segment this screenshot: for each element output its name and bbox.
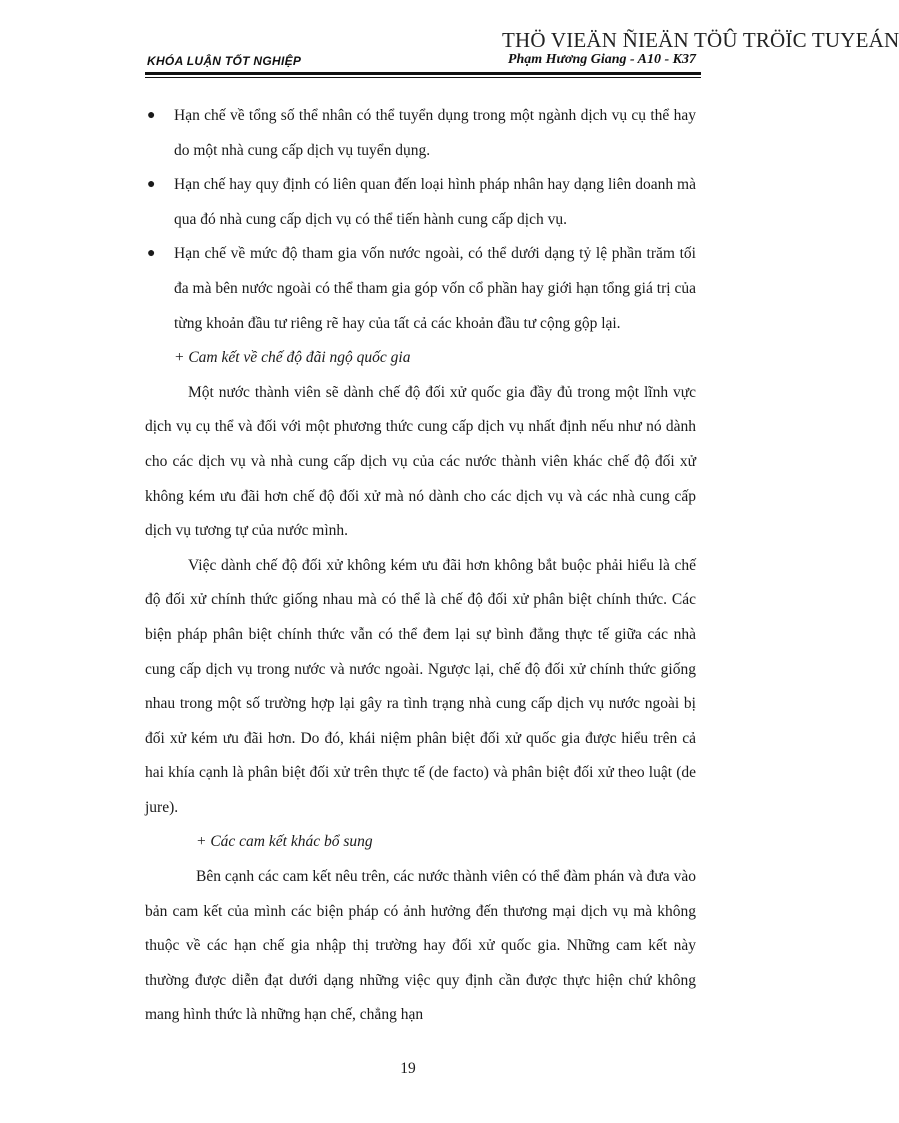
paragraph: Việc dành chế độ đối xử không kém ưu đãi hơn không bắt buộc phải hiểu là chế độ đối xử chính thức giống nhau mà có thể là chế độ đối xử phân biệt chính thức. Các biện pháp phân biệt chính thức vẫn có thể đem lại sự bình đẳng thực tế giữa các nhà cung cấp dịch vụ trong nước và nước ngoài. Ngược lại, chế độ đối xử chính thức giống nhau trong một số trường hợp lại gây ra tình trạng nhà cung cấp dịch vụ nước ngoài bị đối xử kém ưu đãi hơn. Do đó, khái niệm phân biệt đối xử quốc gia được hiểu trên cả hai khía cạnh là phân biệt đối xử trên thực tế (de facto) và phân biệt đối xử theo luật (de jure). bbox=[145, 556, 696, 816]
header-thesis-title: KHÓA LUẬN TỐT NGHIỆP bbox=[147, 54, 302, 68]
header-author: Phạm Hương Giang - A10 - K37 bbox=[507, 52, 696, 67]
header-rule bbox=[145, 72, 701, 75]
bullet-item bbox=[145, 99, 696, 168]
page-number: 19 bbox=[400, 1060, 416, 1077]
subheading-additional-commitments: + Các cam kết khác bổ sung bbox=[196, 833, 373, 851]
paragraph: Bên cạnh các cam kết nêu trên, các nước thành viên có thể đàm phán và đưa vào bản cam kết của mình các biện pháp có ảnh hưởng đến thương mại dịch vụ mà không thuộc về các hạn chế gia nhập thị trường hay đối xử quốc gia. Những cam kết này thường được diễn đạt dưới dạng những việc quy định cần được thực hiện chứ không mang hình thức là những hạn chế, chẳng hạn bbox=[145, 868, 696, 1024]
header-rule-thin bbox=[145, 77, 701, 78]
bullet-icon: ● bbox=[147, 177, 156, 193]
body-text bbox=[145, 99, 696, 1033]
bullet-icon: ● bbox=[147, 108, 156, 123]
paragraph: Một nước thành viên sẽ dành chế độ đối xử quốc gia đầy đủ trong một lĩnh vực dịch vụ cụ thể và đối với một phương thức cung cấp dịch vụ nhất định nếu như nó dành cho các dịch vụ và nhà cung cấp dịch vụ của các nước thành viên khác chế độ đối xử không kém ưu đãi hơn chế độ đối xử mà nó dành cho các dịch vụ và các nhà cung cấp dịch vụ tương tự của nước mình. bbox=[145, 383, 696, 540]
bullet-item bbox=[145, 237, 696, 341]
bullet-text: Hạn chế hay quy định có liên quan đến loại hình pháp nhân hay dạng liên doanh mà qua đó nhà cung cấp dịch vụ có thể tiến hành cung cấp dịch vụ. bbox=[174, 176, 696, 228]
subheading-national-treatment: + Cam kết về chế độ đãi ngộ quốc gia bbox=[174, 349, 411, 367]
bullet-icon: ● bbox=[147, 246, 156, 262]
bullet-item bbox=[145, 168, 696, 237]
bullet-text: Hạn chế về tổng số thể nhân có thể tuyển dụng trong một ngành dịch vụ cụ thể hay do một nhà cung cấp dịch vụ tuyển dụng. bbox=[174, 107, 696, 159]
bullet-text: Hạn chế về mức độ tham gia vốn nước ngoài, có thể dưới dạng tỷ lệ phần trăm tối đa mà bên nước ngoài có thể tham gia góp vốn cổ phần hay giới hạn tổng giá trị của từng khoản đầu tư riêng rẽ hay của tất cả các khoản đầu tư cộng gộp lại. bbox=[174, 245, 696, 332]
library-watermark: THÖ VIEÄN ÑIEÄN TÖÛ TRÖÏC TUYEÁN bbox=[502, 28, 899, 52]
